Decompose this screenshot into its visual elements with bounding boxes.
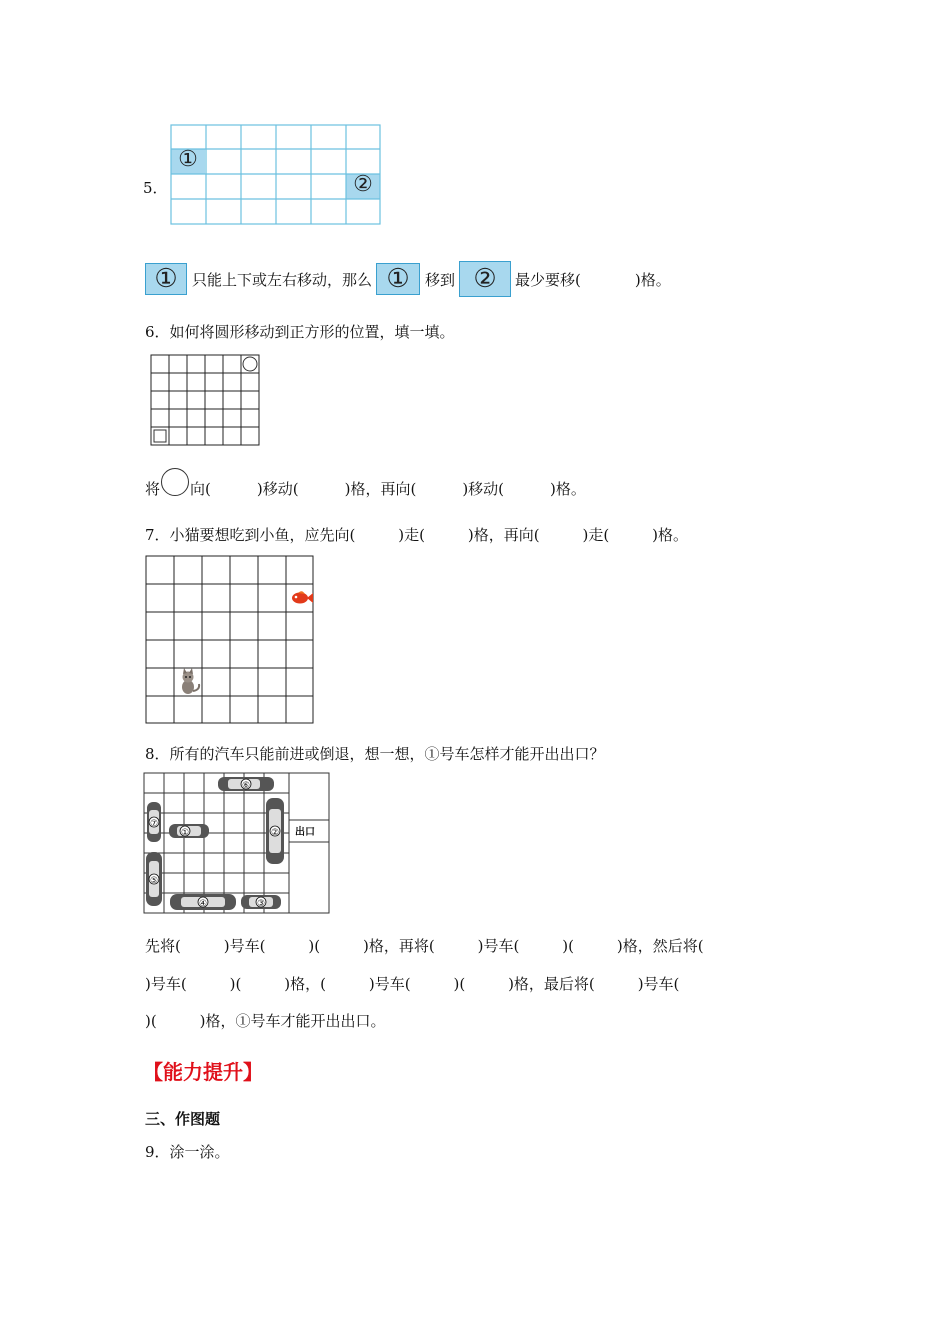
car-1-label: ① [180,828,190,838]
q7-title: 7．小猫要想吃到小鱼，应先向( )走( )格，再向( )走( )格。 [145,526,689,544]
car-5-label: ⑤ [149,876,159,886]
q5-text-d: )格。 [634,270,671,289]
q8-answer-line-3: )( )格，①号车才能开出出口。 [145,1012,386,1030]
q5-box-2: ① [376,263,420,295]
q6-title: 6．如何将圆形移动到正方形的位置，填一填。 [145,323,455,341]
car-6-label: ⑥ [241,781,251,791]
q8-answer-line-2: )号车( )( )格，( )号车( )( )格，最后将( )号车( [145,975,680,993]
car-7 [147,802,161,842]
q6-seg1: 向( [190,479,211,498]
car-5 [146,852,162,906]
car-1 [169,824,209,838]
car-6 [218,777,274,791]
q5-text-a: 只能上下或左右移动，那么 [192,270,373,289]
part3-heading: 三、作图题 [145,1110,221,1128]
car-2 [266,798,284,864]
q6-answer-line [145,474,586,502]
fish-icon [292,591,313,603]
q6-seg5: )格。 [550,479,586,498]
car-2-label: ② [270,828,280,838]
car-3-label: ③ [256,899,266,909]
q8-answer-line-1: 先将( )号车( )( )格，再将( )号车( )( )格，然后将( [145,937,704,955]
q5-box-3: ② [459,261,511,297]
q5-box-1: ① [145,263,187,295]
car-4 [170,894,236,910]
q6-square-shape [154,430,166,442]
q9-title: 9．涂一涂。 [145,1143,230,1161]
circle-icon [161,468,189,496]
car-4-label: ④ [198,899,208,909]
q8-title: 8．所有的汽车只能前进或倒退，想一想，①号车怎样才能开出出口？ [145,745,605,763]
q5-grid-marker-2: ② [353,172,373,197]
q5-text-c: 最少要移( [515,270,581,289]
car-7-label: ⑦ [149,819,159,829]
q5-text-b: 移到 [425,270,456,289]
q6-seg4: )移动( [462,479,505,498]
q7-grid [145,555,315,725]
car-3 [241,895,281,909]
q5-question-line [145,262,671,296]
q6-grid [150,354,262,448]
q5-number: 5． [143,179,168,197]
ability-heading: 【能力提升】 [143,1060,263,1084]
q6-seg2: )移动( [256,479,299,498]
q6-circle-shape [243,357,257,371]
exit-label: 出口 [295,827,315,838]
q5-grid-marker-1: ① [178,147,198,172]
q8-parking-grid [143,772,331,916]
cat-icon [182,668,199,694]
q6-seg3: )格，再向( [344,479,417,498]
q6-prefix: 将 [145,479,161,498]
